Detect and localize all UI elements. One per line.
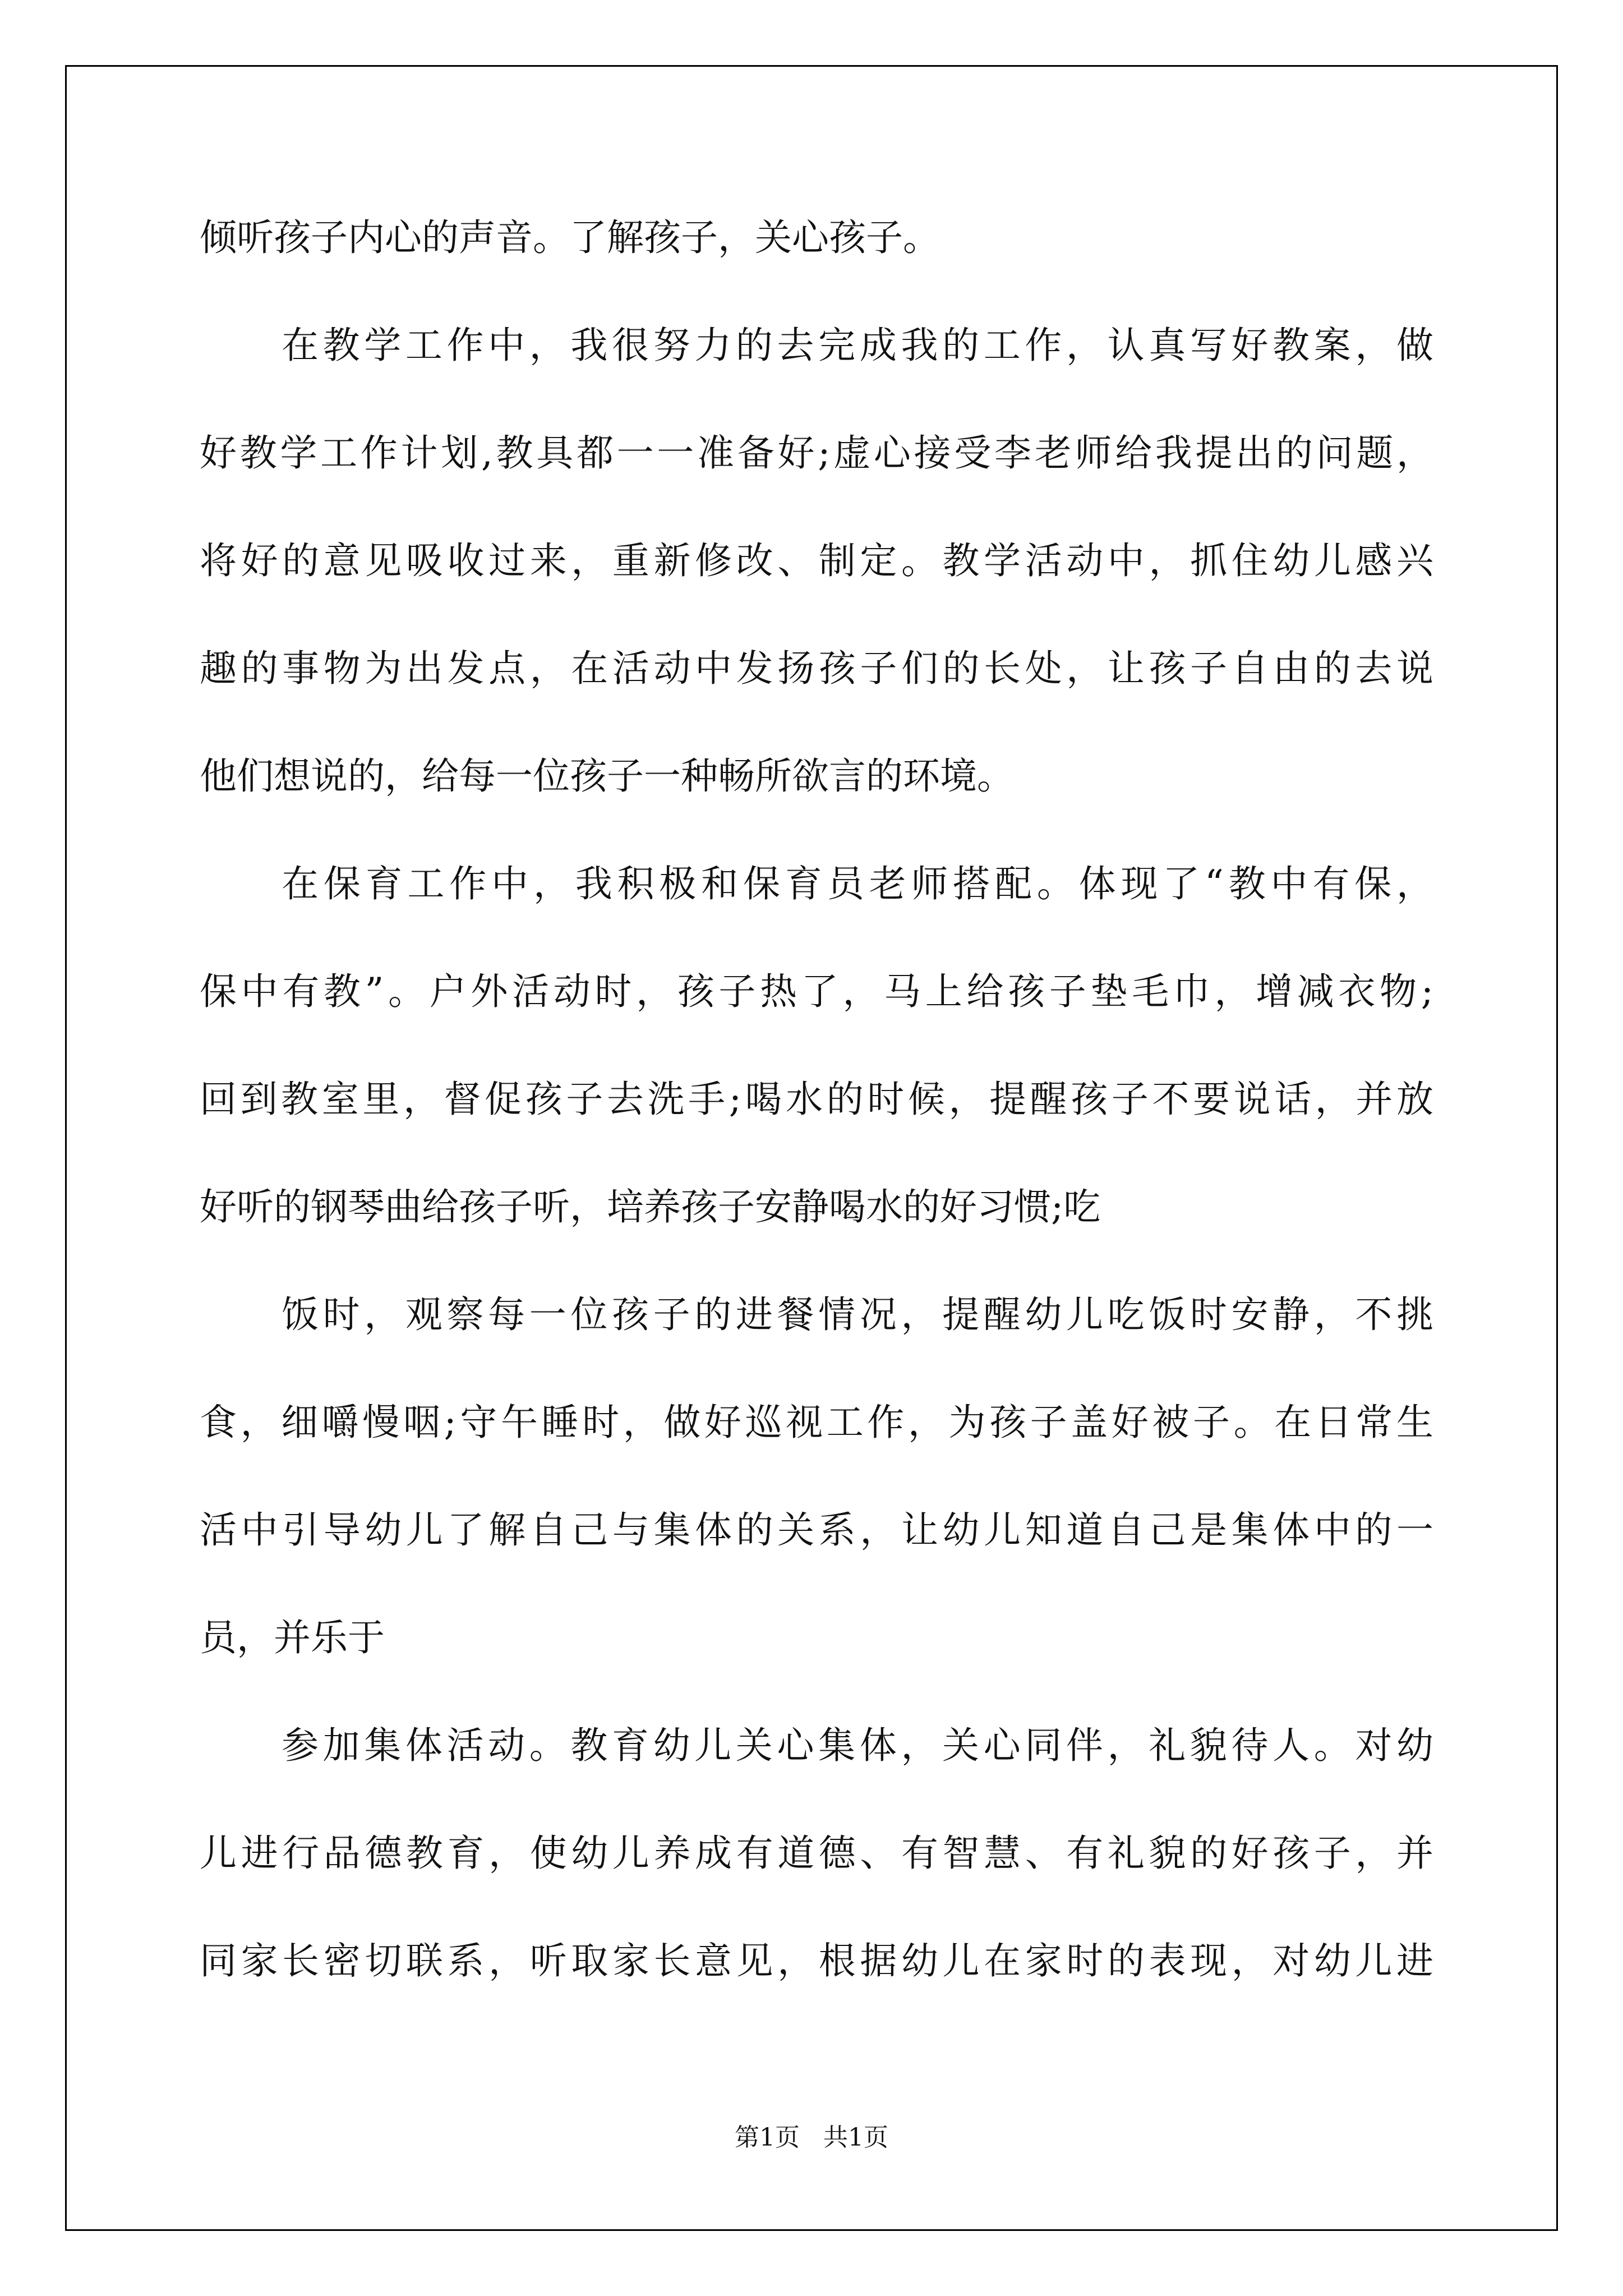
- document-body: [200, 211, 1433, 2042]
- text-line: 食，细嚼慢咽;守午睡时，做好巡视工作，为孩子盖好被子。在日常生: [200, 1401, 1433, 1444]
- text-line: 好听的钢琴曲给孩子听，培养孩子安静喝水的好习惯;吃: [200, 1185, 1101, 1228]
- text-line: 同家长密切联系，听取家长意见，根据幼儿在家时的表现，对幼儿进: [200, 1939, 1433, 1982]
- text-line: 在保育工作中，我积极和保育员老师搭配。体现了“教中有保，: [282, 862, 1433, 905]
- text-line: 保中有教”。户外活动时，孩子热了，马上给孩子垫毛巾，增减衣物;: [200, 970, 1433, 1013]
- text-line: 参加集体活动。教育幼儿关心集体，关心同伴，礼貌待人。对幼: [282, 1724, 1433, 1767]
- text-line: 在教学工作中，我很努力的去完成我的工作，认真写好教案，做: [282, 324, 1433, 367]
- text-line: 将好的意见吸收过来，重新修改、制定。教学活动中，抓住幼儿感兴: [200, 539, 1433, 582]
- text-line: 趣的事物为出发点，在活动中发扬孩子们的长处，让孩子自由的去说: [200, 647, 1433, 690]
- text-line: 儿进行品德教育，使幼儿养成有道德、有智慧、有礼貌的好孩子，并: [200, 1832, 1433, 1875]
- text-line: 回到教室里，督促孩子去洗手;喝水的时候，提醒孩子不要说话，并放: [200, 1078, 1433, 1121]
- text-line: 他们想说的，给每一位孩子一种畅所欲言的环境。: [200, 754, 1014, 798]
- page-footer: 第1页 共1页: [735, 2123, 888, 2152]
- text-line: 倾听孩子内心的声音。了解孩子，关心孩子。: [200, 216, 940, 259]
- text-line: 好教学工作计划,教具都一一准备好;虚心接受李老师给我提出的问题，: [200, 431, 1433, 475]
- text-line: 饭时，观察每一位孩子的进餐情况，提醒幼儿吃饭时安静，不挑: [282, 1293, 1433, 1336]
- text-line: 活中引导幼儿了解自己与集体的关系，让幼儿知道自己是集体中的一: [200, 1508, 1433, 1552]
- text-line: 员，并乐于: [200, 1616, 385, 1659]
